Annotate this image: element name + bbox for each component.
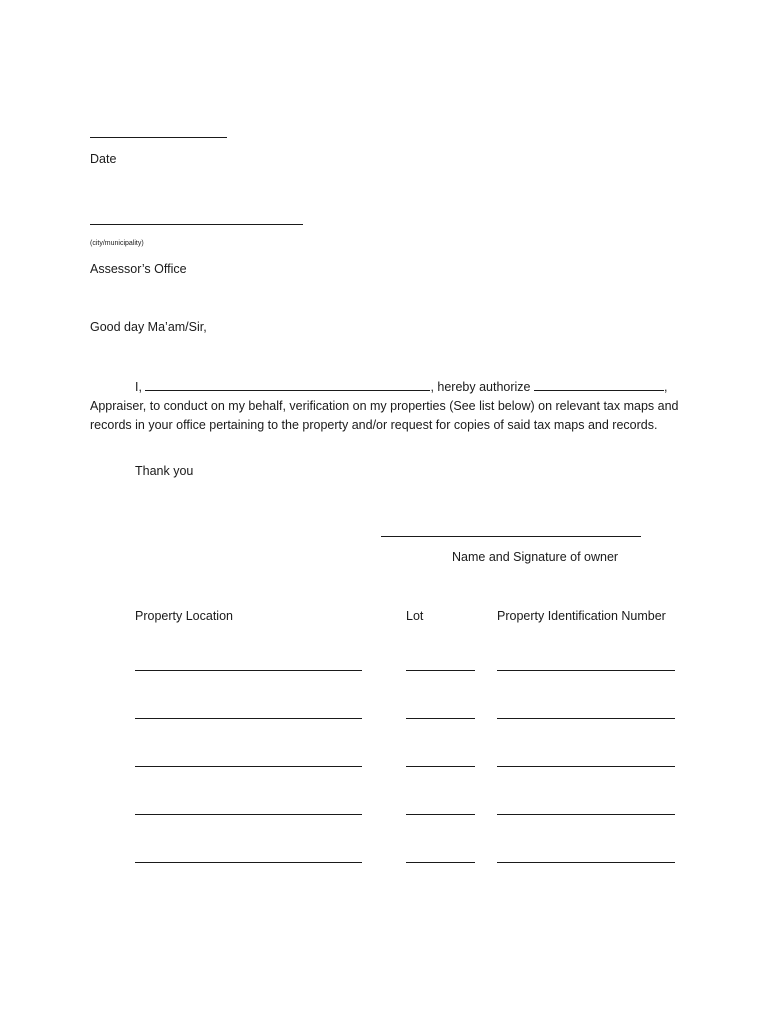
location-blank [135, 814, 362, 815]
lot-blank [406, 862, 475, 863]
authorization-paragraph [90, 378, 680, 435]
office-label: Assessor’s Office [90, 262, 187, 276]
greeting: Good day Ma’am/Sir, [90, 320, 207, 334]
lot-blank [406, 718, 475, 719]
pin-blank [497, 862, 675, 863]
pin-blank [497, 670, 675, 671]
city-blank [90, 224, 303, 225]
pin-blank [497, 766, 675, 767]
pin-blank [497, 718, 675, 719]
city-caption: (city/municipality) [90, 240, 144, 247]
lot-blank [406, 670, 475, 671]
location-blank [135, 670, 362, 671]
lot-blank [406, 766, 475, 767]
comma-text: , [663, 380, 668, 394]
location-blank [135, 862, 362, 863]
authorize-text: , hereby authorize [430, 380, 531, 394]
signature-blank [381, 536, 641, 537]
location-blank [135, 718, 362, 719]
signature-label: Name and Signature of owner [452, 550, 619, 564]
location-blank [135, 766, 362, 767]
date-blank [90, 137, 227, 138]
header-lot: Lot [406, 609, 424, 623]
intro-text: I, [135, 380, 142, 394]
lot-blank [406, 814, 475, 815]
header-property-location: Property Location [135, 609, 233, 623]
closing-text: Thank you [135, 464, 194, 478]
owner-name-blank [145, 378, 430, 391]
header-pin: Property Identification Number [497, 609, 666, 623]
pin-blank [497, 814, 675, 815]
body-rest-text: Appraiser, to conduct on my behalf, verification on my properties (See list below) on relevant tax maps and records in your office pertaining to the property and/or request for copies of said tax maps and records. [90, 399, 679, 432]
date-label: Date [90, 152, 117, 166]
appraiser-name-blank [534, 378, 664, 391]
